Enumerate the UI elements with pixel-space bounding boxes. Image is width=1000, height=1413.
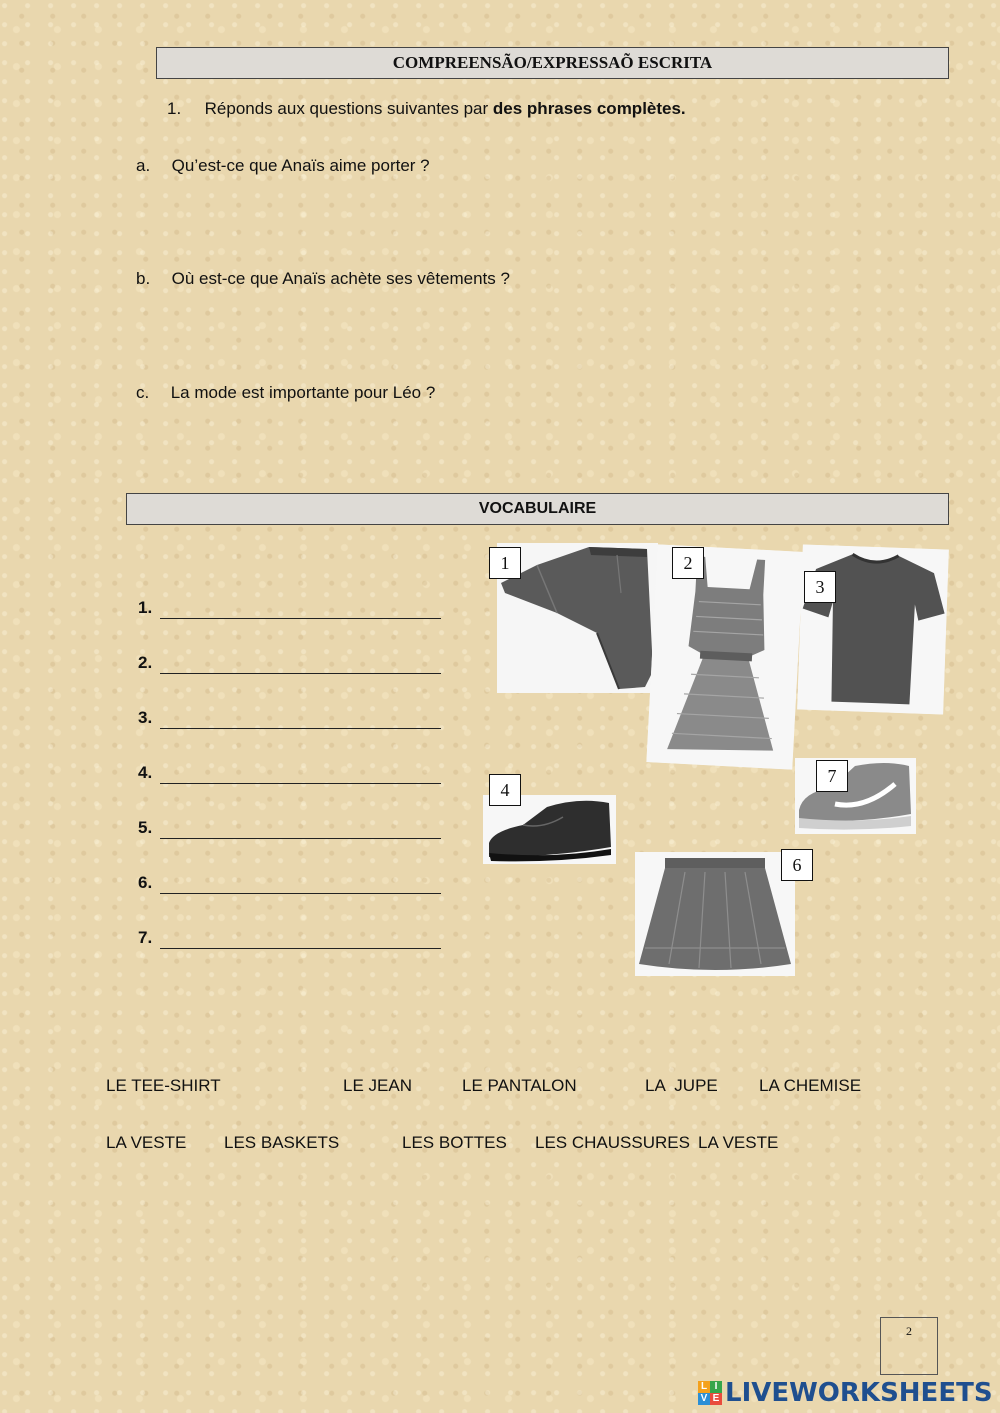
logo-mark-icon: L I V E (698, 1381, 722, 1405)
word-bank-item: LA VESTE (698, 1133, 779, 1152)
image-label-4: 4 (489, 774, 521, 806)
answer-line-7[interactable] (160, 948, 441, 949)
question-letter: a. (136, 156, 151, 175)
answer-number-3: 3. (138, 708, 153, 727)
brand-name: LIVEWORKSHEETS (725, 1378, 993, 1408)
instruction-number: 1. (167, 99, 182, 118)
answer-number-6: 6. (138, 873, 153, 892)
section-title-vocabulaire: VOCABULAIRE (126, 493, 949, 525)
image-label-1: 1 (489, 547, 521, 579)
answer-line-6[interactable] (160, 893, 441, 894)
dress-image (646, 544, 803, 769)
word-bank-item: LE PANTALON (462, 1076, 577, 1095)
image-label-3: 3 (804, 571, 836, 603)
word-bank-item: LE JEAN (343, 1076, 412, 1095)
liveworksheets-logo[interactable] (698, 1377, 993, 1409)
question-text: Où est-ce que Anaïs achète ses vêtements ? (171, 269, 510, 288)
word-bank-item: LES BASKETS (224, 1133, 340, 1152)
sneaker-image (795, 758, 916, 834)
question-text: Qu’est-ce que Anaïs aime porter ? (171, 156, 430, 175)
answer-number-7: 7. (138, 928, 153, 947)
word-bank-item: LA JUPE (645, 1076, 718, 1095)
tshirt-image (797, 545, 949, 715)
answer-number-5: 5. (138, 818, 153, 837)
question-letter: b. (136, 269, 151, 288)
word-bank-item: LA VESTE (106, 1133, 187, 1152)
word-bank-item: LES CHAUSSURES (535, 1133, 690, 1152)
answer-line-3[interactable] (160, 728, 441, 729)
image-label-7: 7 (816, 760, 848, 792)
instruction-text: Réponds aux questions suivantes par (204, 99, 493, 118)
image-label-6: 6 (781, 849, 813, 881)
question-c (136, 383, 435, 403)
question-a (136, 156, 430, 176)
answer-number-1: 1. (138, 598, 153, 617)
answer-number-2: 2. (138, 653, 153, 672)
answer-line-2[interactable] (160, 673, 441, 674)
answer-line-5[interactable] (160, 838, 441, 839)
answer-line-4[interactable] (160, 783, 441, 784)
word-bank-item: LES BOTTES (402, 1133, 507, 1152)
section-title-comprehension: COMPREENSÃO/EXPRESSAÕ ESCRITA (156, 47, 949, 79)
answer-line-1[interactable] (160, 618, 441, 619)
trousers-image (497, 543, 658, 693)
instruction-bold: des phrases complètes. (492, 99, 686, 118)
question-text: La mode est importante pour Léo ? (170, 383, 436, 402)
word-bank-item: LE TEE-SHIRT (106, 1076, 221, 1095)
page-number: 2 (880, 1317, 938, 1375)
question-letter: c. (136, 383, 150, 402)
question-b (136, 269, 510, 289)
image-label-2: 2 (672, 547, 704, 579)
word-bank-item: LA CHEMISE (759, 1076, 862, 1095)
instruction (167, 99, 686, 119)
skirt-image (635, 852, 795, 976)
answer-number-4: 4. (138, 763, 153, 782)
